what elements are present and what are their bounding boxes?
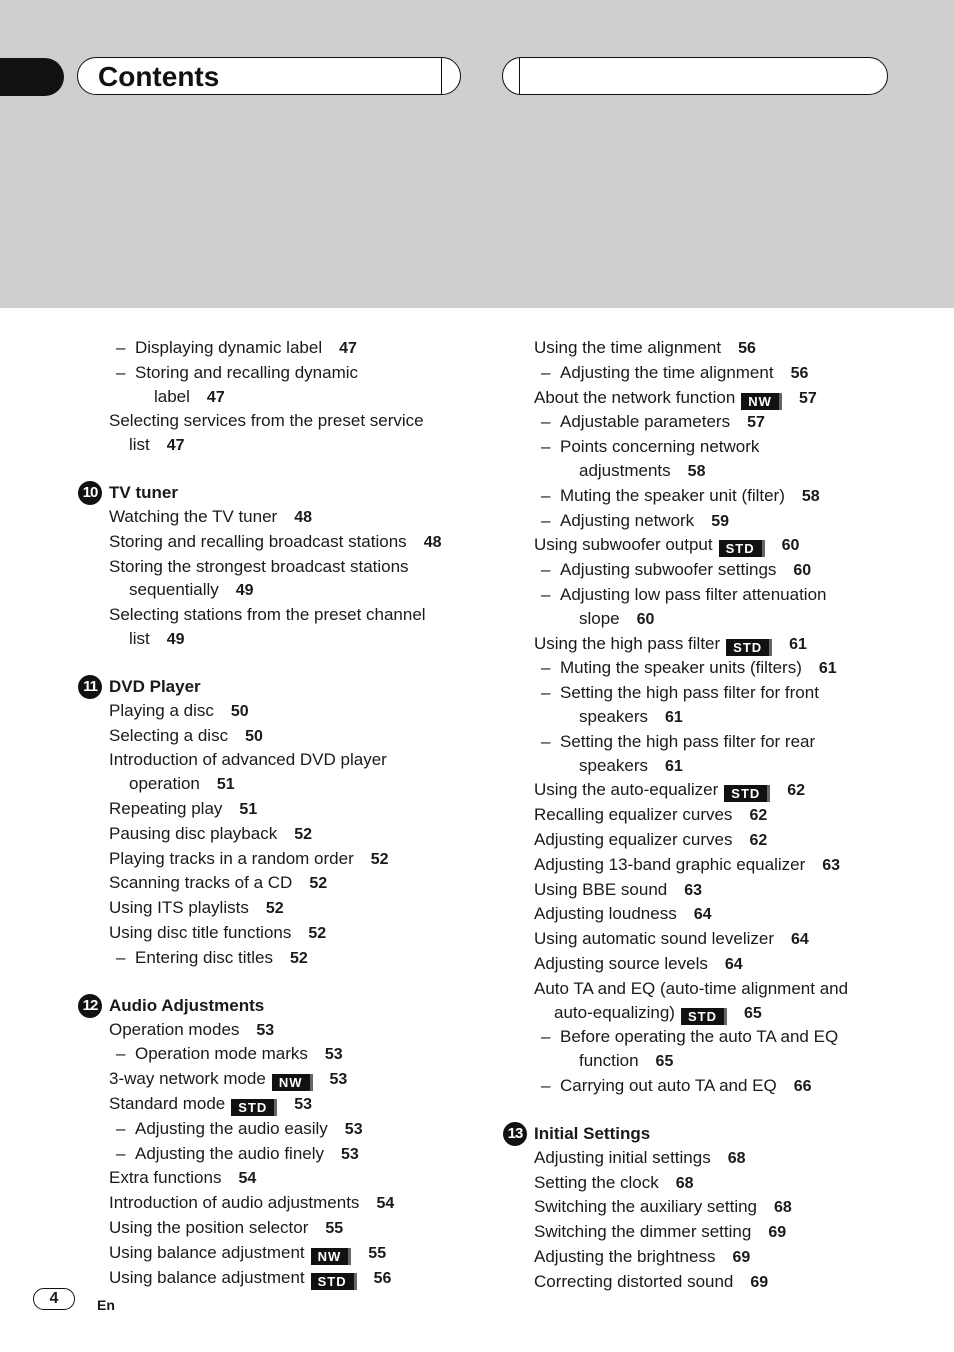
toc-entry[interactable] bbox=[78, 603, 478, 627]
header-band bbox=[0, 0, 954, 308]
section-title: Initial Settings bbox=[534, 1123, 651, 1143]
toc-entry-text: Using ITS playlists bbox=[109, 898, 249, 918]
toc-page-number: 47 bbox=[339, 340, 357, 357]
dash-bullet: – bbox=[541, 1075, 551, 1095]
toc-entry[interactable] bbox=[78, 336, 478, 361]
toc-entry-text: Setting the high pass filter for rear bbox=[560, 731, 816, 751]
toc-entry-text: Entering disc titles bbox=[135, 947, 273, 967]
toc-left-column bbox=[78, 336, 478, 1290]
toc-entry[interactable] bbox=[78, 772, 478, 797]
toc-page-number: 49 bbox=[235, 582, 254, 600]
toc-entry-text: 3-way network mode bbox=[109, 1069, 266, 1089]
toc-entry[interactable] bbox=[78, 361, 478, 385]
toc-page-number: 47 bbox=[206, 388, 225, 406]
toc-entry[interactable] bbox=[78, 627, 478, 652]
toc-page-number: 66 bbox=[793, 1077, 812, 1095]
toc-page-number: 50 bbox=[230, 702, 249, 720]
dash-bullet: – bbox=[541, 683, 551, 703]
toc-entry-text: speakers bbox=[579, 755, 648, 775]
chapter-tab bbox=[0, 58, 64, 96]
toc-entry[interactable] bbox=[78, 1117, 478, 1142]
toc-page-number: 52 bbox=[308, 924, 327, 942]
toc-entry-text: Standard mode bbox=[109, 1093, 226, 1113]
toc-entry-text: Adjusting the audio finely bbox=[135, 1143, 325, 1163]
section-heading bbox=[78, 675, 478, 699]
toc-page-number: 56 bbox=[738, 340, 756, 357]
toc-entry-text: Adjusting equalizer curves bbox=[534, 829, 733, 849]
dash-bullet: – bbox=[541, 560, 551, 580]
toc-entry-text: function bbox=[579, 1051, 639, 1071]
dash-bullet: – bbox=[116, 362, 126, 382]
toc-entry-text: Storing the strongest broadcast stations bbox=[109, 556, 409, 576]
toc-entry[interactable] bbox=[503, 1270, 903, 1295]
toc-entry[interactable] bbox=[503, 583, 903, 607]
toc-entry-text: Adjusting 13-band graphic equalizer bbox=[534, 854, 806, 874]
mode-badge-icon: STD bbox=[311, 1273, 357, 1290]
dash-bullet: – bbox=[541, 658, 551, 678]
toc-entry[interactable] bbox=[78, 1018, 478, 1043]
toc-page-number: 69 bbox=[750, 1273, 769, 1291]
toc-entry[interactable] bbox=[503, 1049, 903, 1074]
toc-page-number: 48 bbox=[294, 508, 312, 526]
section-number-badge: 11 bbox=[78, 675, 102, 699]
toc-entry[interactable] bbox=[78, 699, 478, 724]
toc-entry-text: Switching the auxiliary setting bbox=[534, 1197, 758, 1217]
toc-page-number: 48 bbox=[423, 533, 442, 551]
toc-entry-text: label bbox=[154, 386, 190, 406]
toc-entry[interactable] bbox=[503, 558, 903, 583]
section-heading bbox=[78, 481, 478, 505]
toc-page-number: 53 bbox=[294, 1095, 313, 1113]
title-box-divider bbox=[441, 58, 442, 94]
toc-entry-text: Pausing disc playback bbox=[109, 823, 278, 843]
toc-entry[interactable] bbox=[503, 1171, 903, 1196]
dash-bullet: – bbox=[541, 510, 551, 530]
toc-entry-text: list bbox=[129, 435, 150, 455]
mode-badge-icon: STD bbox=[724, 785, 770, 802]
toc-entry[interactable] bbox=[503, 336, 903, 361]
toc-entry[interactable] bbox=[78, 555, 478, 579]
title-box bbox=[77, 57, 461, 95]
toc-page-number: 63 bbox=[822, 856, 841, 874]
toc-page-number: 62 bbox=[749, 831, 768, 849]
toc-entry-text: Points concerning network bbox=[560, 437, 760, 457]
toc-page-number: 52 bbox=[309, 875, 328, 893]
toc-page-number: 53 bbox=[324, 1046, 343, 1064]
empty-header-box-divider bbox=[519, 58, 520, 94]
toc-entry[interactable] bbox=[503, 902, 903, 927]
toc-entry-text: Adjusting the time alignment bbox=[560, 362, 774, 382]
toc-entry[interactable] bbox=[503, 386, 903, 411]
page-number: 4 bbox=[33, 1288, 75, 1310]
page-title: Contents bbox=[98, 61, 220, 92]
toc-entry[interactable] bbox=[503, 681, 903, 705]
toc-entry-text: Adjusting source levels bbox=[534, 953, 708, 973]
toc-entry[interactable] bbox=[503, 828, 903, 853]
toc-page-number: 56 bbox=[790, 364, 809, 382]
toc-entry[interactable] bbox=[78, 921, 478, 946]
toc-entry[interactable] bbox=[78, 1266, 478, 1291]
toc-page-number: 68 bbox=[675, 1174, 694, 1192]
mode-badge-icon: STD bbox=[231, 1099, 277, 1116]
toc-page-number: 57 bbox=[747, 414, 765, 432]
toc-entry[interactable] bbox=[503, 754, 903, 779]
toc-entry-text: sequentially bbox=[129, 580, 219, 600]
toc-entry[interactable] bbox=[503, 977, 903, 1001]
toc-page-number: 64 bbox=[724, 955, 743, 973]
toc-entry[interactable] bbox=[78, 578, 478, 603]
toc-entry[interactable] bbox=[78, 724, 478, 749]
toc-page-number: 53 bbox=[344, 1120, 363, 1138]
toc-entry[interactable] bbox=[78, 871, 478, 896]
toc-entry-text: Setting the high pass filter for front bbox=[560, 683, 819, 703]
toc-page-number: 53 bbox=[329, 1071, 348, 1089]
toc-entry-text: Scanning tracks of a CD bbox=[109, 873, 293, 893]
toc-page-number: 52 bbox=[265, 900, 284, 918]
toc-page-number: 51 bbox=[239, 800, 258, 818]
toc-entry[interactable] bbox=[78, 530, 478, 555]
toc-entry[interactable] bbox=[503, 410, 903, 435]
toc-entry[interactable] bbox=[78, 1042, 478, 1067]
toc-page-number: 65 bbox=[743, 1004, 762, 1022]
dash-bullet: – bbox=[116, 947, 126, 967]
toc-entry-text: Using automatic sound levelizer bbox=[534, 929, 775, 949]
dash-bullet: – bbox=[541, 731, 551, 751]
toc-entry-text: Using disc title functions bbox=[109, 922, 292, 942]
toc-page-number: 68 bbox=[727, 1149, 746, 1167]
toc-entry[interactable] bbox=[503, 1220, 903, 1245]
toc-entry-text: Playing a disc bbox=[109, 700, 214, 720]
toc-page-number: 61 bbox=[664, 708, 683, 726]
toc-page-number: 60 bbox=[781, 537, 800, 555]
toc-entry[interactable] bbox=[503, 803, 903, 828]
toc-entry-text: Using BBE sound bbox=[534, 879, 668, 899]
toc-entry-text: Watching the TV tuner bbox=[109, 506, 278, 526]
toc-entry-text: operation bbox=[129, 774, 200, 794]
toc-entry[interactable] bbox=[78, 505, 478, 530]
toc-page-number: 60 bbox=[636, 610, 655, 628]
toc-page-number: 68 bbox=[774, 1199, 792, 1217]
section-number-badge: 10 bbox=[78, 481, 102, 505]
toc-entry-text: Storing and recalling dynamic bbox=[135, 362, 359, 382]
toc-page-number: 54 bbox=[238, 1170, 257, 1188]
mode-badge-icon: STD bbox=[681, 1008, 727, 1025]
toc-entry[interactable] bbox=[78, 1067, 478, 1092]
toc-entry-text: Adjusting network bbox=[560, 510, 695, 530]
dash-bullet: – bbox=[116, 338, 126, 357]
toc-entry[interactable] bbox=[78, 748, 478, 772]
toc-entry-text: Switching the dimmer setting bbox=[534, 1222, 752, 1242]
toc-entry-text: slope bbox=[579, 608, 620, 628]
toc-entry-text: Adjusting low pass filter attenuation bbox=[560, 584, 827, 604]
section-heading bbox=[503, 1122, 903, 1146]
toc-page-number: 53 bbox=[341, 1145, 359, 1163]
toc-entry[interactable] bbox=[503, 927, 903, 952]
language-label: En bbox=[97, 1297, 115, 1313]
toc-entry[interactable] bbox=[503, 1025, 903, 1049]
section-title: DVD Player bbox=[109, 676, 201, 696]
toc-entry-text: Using balance adjustment bbox=[109, 1242, 305, 1262]
toc-entry-text: Muting the speaker units (filters) bbox=[560, 658, 802, 678]
toc-page-number: 61 bbox=[664, 757, 683, 775]
toc-entry[interactable] bbox=[78, 1241, 478, 1266]
toc-entry-text: Repeating play bbox=[109, 798, 223, 818]
toc-entry[interactable] bbox=[503, 435, 903, 459]
toc-entry-text: Setting the clock bbox=[534, 1172, 659, 1192]
toc-page-number: 69 bbox=[732, 1248, 751, 1266]
toc-entry[interactable] bbox=[503, 509, 903, 534]
toc-entry-text: list bbox=[129, 628, 150, 648]
toc-entry[interactable] bbox=[503, 952, 903, 977]
toc-entry[interactable] bbox=[503, 1074, 903, 1099]
toc-entry-text: Adjusting the brightness bbox=[534, 1246, 716, 1266]
toc-entry-text: Operation mode marks bbox=[135, 1044, 308, 1064]
toc-entry[interactable] bbox=[503, 607, 903, 632]
toc-entry-text: Playing tracks in a random order bbox=[109, 848, 354, 868]
toc-entry-text: Extra functions bbox=[109, 1168, 222, 1188]
toc-entry-text: Using the time alignment bbox=[534, 338, 722, 357]
toc-entry-text: Using the auto-equalizer bbox=[534, 780, 719, 800]
section-number-badge: 12 bbox=[78, 994, 102, 1018]
dash-bullet: – bbox=[541, 437, 551, 457]
toc-entry[interactable] bbox=[78, 797, 478, 822]
toc-entry[interactable] bbox=[503, 533, 903, 558]
toc-entry[interactable] bbox=[78, 896, 478, 921]
toc-entry[interactable] bbox=[503, 1195, 903, 1220]
toc-entry-text: Using the high pass filter bbox=[534, 633, 721, 653]
toc-page-number: 65 bbox=[655, 1053, 674, 1071]
toc-page-number: 59 bbox=[711, 512, 729, 530]
dash-bullet: – bbox=[116, 1044, 126, 1064]
toc-entry-text: Recalling equalizer curves bbox=[534, 805, 733, 825]
toc-page-number: 56 bbox=[373, 1269, 392, 1287]
toc-entry-text: Using subwoofer output bbox=[534, 535, 713, 555]
toc-entry[interactable] bbox=[503, 1001, 903, 1026]
toc-entry-text: Adjustable parameters bbox=[560, 412, 731, 432]
toc-page-number: 51 bbox=[216, 776, 235, 794]
toc-entry-text: Storing and recalling broadcast stations bbox=[109, 531, 407, 551]
toc-page-number: 63 bbox=[684, 881, 703, 899]
toc-page-number: 64 bbox=[791, 931, 809, 949]
toc-page-number: 54 bbox=[376, 1195, 395, 1213]
toc-entry-text: Adjusting initial settings bbox=[534, 1147, 711, 1167]
mode-badge-icon: NW bbox=[311, 1248, 352, 1265]
toc-page-number: 60 bbox=[793, 562, 812, 580]
toc-entry-text: Displaying dynamic label bbox=[135, 338, 323, 357]
toc-entry[interactable] bbox=[503, 484, 903, 509]
toc-page-number: 52 bbox=[370, 850, 389, 868]
dash-bullet: – bbox=[541, 584, 551, 604]
toc-entry[interactable] bbox=[78, 946, 478, 971]
toc-entry[interactable] bbox=[503, 878, 903, 903]
toc-entry-text: Operation modes bbox=[109, 1019, 240, 1039]
toc-entry[interactable] bbox=[78, 1216, 478, 1241]
dash-bullet: – bbox=[541, 412, 551, 432]
section-heading bbox=[78, 994, 478, 1018]
toc-entry[interactable] bbox=[78, 822, 478, 847]
toc-entry[interactable] bbox=[78, 1191, 478, 1216]
toc-page-number: 52 bbox=[289, 949, 308, 967]
toc-right-column bbox=[503, 336, 903, 1294]
mode-badge-icon: STD bbox=[726, 639, 772, 656]
dash-bullet: – bbox=[116, 1118, 126, 1138]
toc-page-number: 47 bbox=[166, 437, 185, 455]
dash-bullet: – bbox=[541, 1027, 551, 1047]
toc-entry-text: Before operating the auto TA and EQ bbox=[560, 1027, 839, 1047]
toc-entry-text: Using balance adjustment bbox=[109, 1267, 305, 1287]
toc-entry[interactable] bbox=[503, 361, 903, 386]
toc-entry[interactable] bbox=[503, 705, 903, 730]
toc-entry-text: Carrying out auto TA and EQ bbox=[560, 1075, 777, 1095]
toc-page-number: 57 bbox=[798, 389, 817, 407]
toc-page-number: 58 bbox=[687, 462, 706, 480]
toc-page-number: 62 bbox=[749, 807, 768, 825]
toc-entry-text: Auto TA and EQ (auto-time alignment and bbox=[534, 978, 849, 998]
toc-entry[interactable] bbox=[78, 433, 478, 458]
toc-page-number: 52 bbox=[294, 825, 313, 843]
section-number-badge: 13 bbox=[503, 1122, 527, 1146]
mode-badge-icon: NW bbox=[741, 393, 782, 410]
toc-entry[interactable] bbox=[503, 730, 903, 754]
section-title: TV tuner bbox=[109, 482, 178, 502]
toc-entry[interactable] bbox=[78, 847, 478, 872]
mode-badge-icon: NW bbox=[272, 1074, 313, 1091]
toc-entry-text: Selecting services from the preset service bbox=[109, 411, 424, 431]
toc-entry[interactable] bbox=[503, 1245, 903, 1270]
toc-entry[interactable] bbox=[78, 385, 478, 410]
toc-page-number: 69 bbox=[768, 1224, 787, 1242]
toc-page-number: 58 bbox=[801, 487, 820, 505]
toc-entry-text: auto-equalizing) bbox=[554, 1002, 675, 1022]
toc-entry-text: Adjusting subwoofer settings bbox=[560, 560, 777, 580]
toc-page-number: 50 bbox=[245, 727, 263, 745]
toc-entry-text: adjustments bbox=[579, 460, 671, 480]
dash-bullet: – bbox=[116, 1143, 126, 1163]
toc-page-number: 55 bbox=[368, 1244, 387, 1262]
section-title: Audio Adjustments bbox=[109, 995, 265, 1015]
toc-entry-text: Muting the speaker unit (filter) bbox=[560, 485, 785, 505]
toc-page-number: 61 bbox=[818, 660, 837, 678]
toc-entry-text: Selecting stations from the preset channel bbox=[109, 605, 426, 625]
toc-entry[interactable] bbox=[503, 632, 903, 657]
toc-page-number: 49 bbox=[166, 630, 185, 648]
toc-entry-text: Introduction of audio adjustments bbox=[109, 1193, 360, 1213]
toc-entry[interactable] bbox=[78, 1092, 478, 1117]
dash-bullet: – bbox=[541, 362, 551, 382]
toc-entry-text: About the network function bbox=[534, 387, 736, 407]
toc-entry-text: Adjusting loudness bbox=[534, 904, 677, 924]
toc-entry-text: Introduction of advanced DVD player bbox=[109, 750, 387, 770]
toc-entry-text: Correcting distorted sound bbox=[534, 1271, 734, 1291]
toc-page-number: 64 bbox=[693, 906, 712, 924]
toc-entry[interactable] bbox=[503, 778, 903, 803]
toc-entry-text: Adjusting the audio easily bbox=[135, 1118, 328, 1138]
empty-header-box bbox=[502, 57, 888, 95]
toc-page-number: 61 bbox=[789, 635, 807, 653]
toc-page-number: 53 bbox=[256, 1021, 275, 1039]
mode-badge-icon: STD bbox=[719, 540, 765, 557]
dash-bullet: – bbox=[541, 485, 551, 505]
toc-entry[interactable] bbox=[78, 1142, 478, 1167]
toc-page-number: 62 bbox=[787, 782, 806, 800]
toc-entry[interactable] bbox=[78, 409, 478, 433]
toc-page-number: 55 bbox=[325, 1219, 344, 1237]
toc-entry[interactable] bbox=[503, 656, 903, 681]
toc-entry-text: Selecting a disc bbox=[109, 725, 229, 745]
toc-entry[interactable] bbox=[503, 1146, 903, 1171]
toc-entry[interactable] bbox=[503, 459, 903, 484]
toc-entry-text: speakers bbox=[579, 706, 648, 726]
toc-entry[interactable] bbox=[503, 853, 903, 878]
toc-entry-text: Using the position selector bbox=[109, 1217, 309, 1237]
toc-entry[interactable] bbox=[78, 1166, 478, 1191]
